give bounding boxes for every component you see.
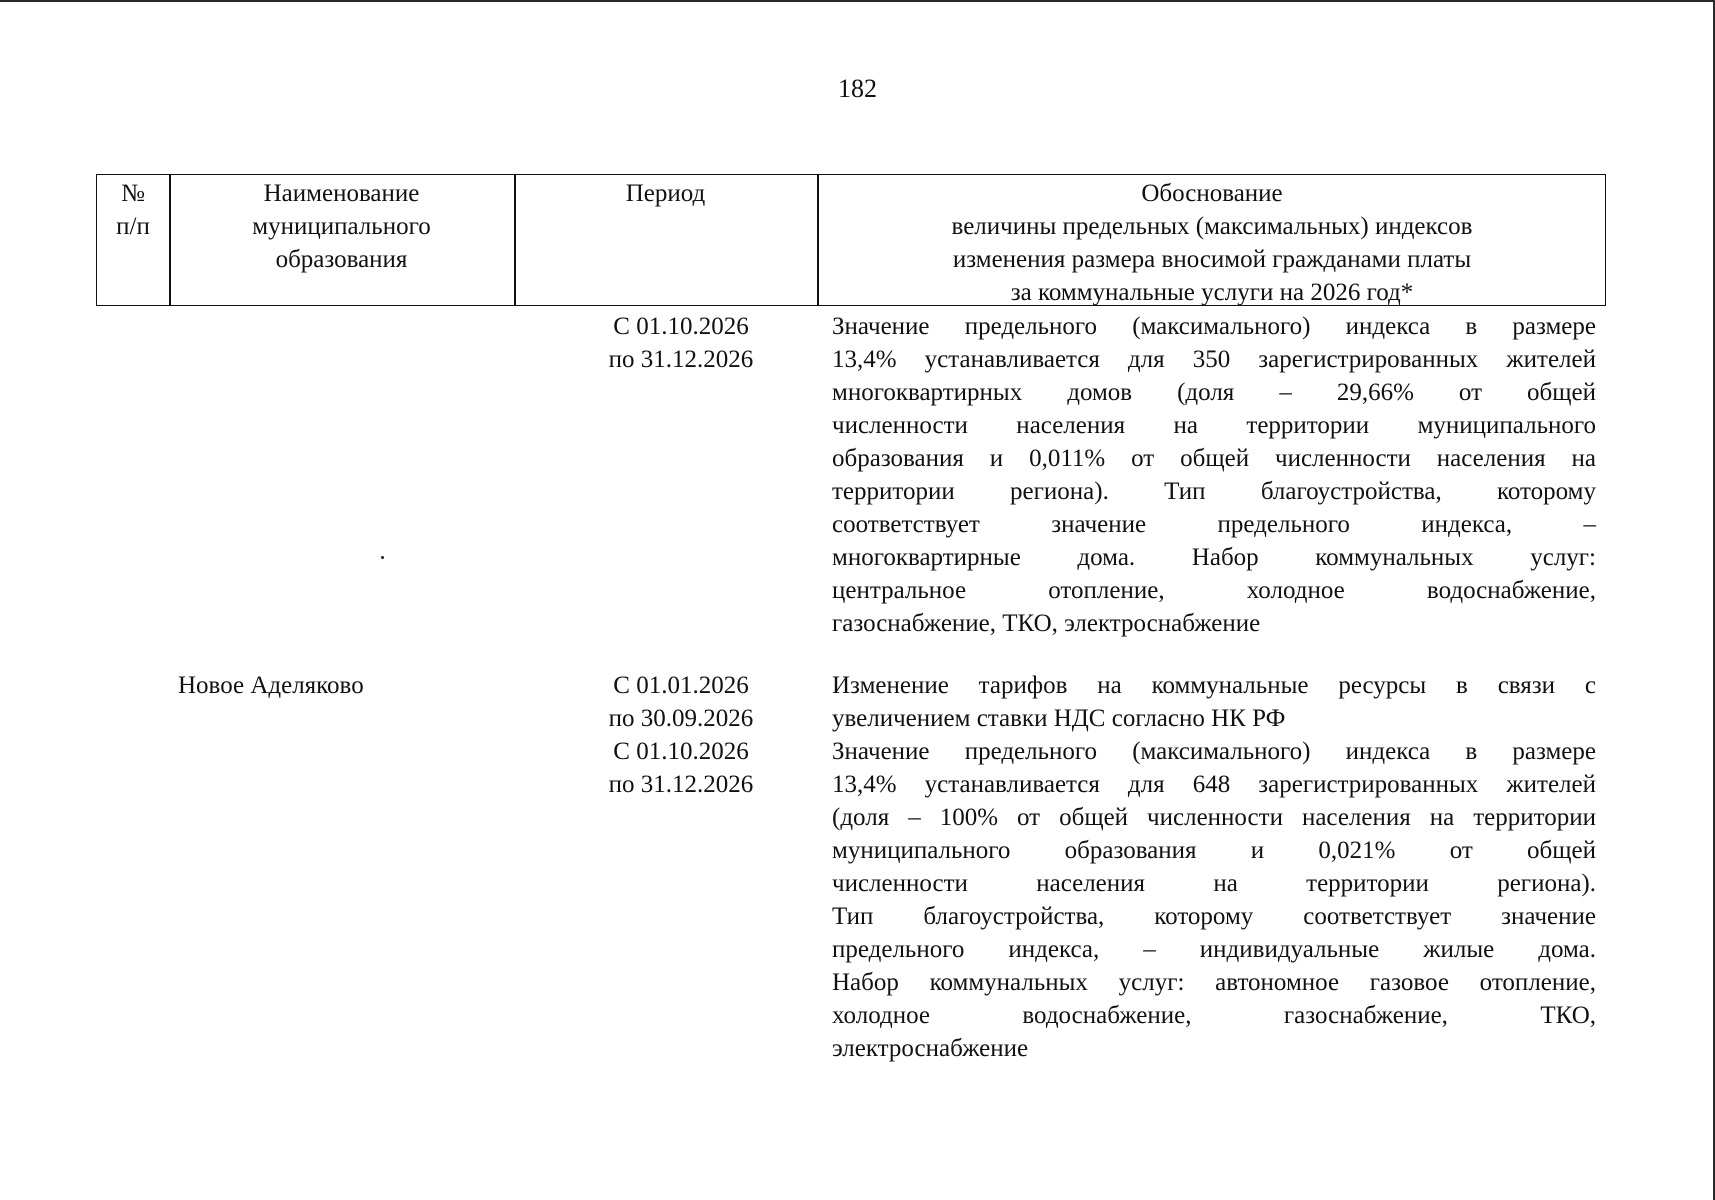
scan-speck [381, 556, 384, 559]
period-line: по 31.12.2026 [608, 346, 754, 373]
basis-line: соответствует значение предельного индекса, – [832, 511, 1596, 538]
header-name-line: Наименование [263, 180, 420, 207]
basis-line: численности населения на территории региона). [832, 870, 1596, 897]
basis-line: 13,4% устанавливается для 648 зарегистрированных жителей [832, 771, 1596, 798]
period-line: по 31.12.2026 [608, 771, 754, 798]
basis-line: Изменение тарифов на коммунальные ресурсы в связи с [832, 672, 1596, 699]
scan-edge-top [0, 0, 1715, 2]
row-1-period [551, 310, 811, 376]
row-2-municipality-name: Новое Аделяково [178, 672, 364, 699]
basis-line: газоснабжение, ТКО, электроснабжение [832, 610, 1261, 637]
basis-line: многоквартирных домов (доля – 29,66% от общей [832, 379, 1596, 406]
header-basis-line: изменения размера вносимой гражданами платы [952, 246, 1472, 273]
basis-line: 13,4% устанавливается для 350 зарегистрированных жителей [832, 346, 1596, 373]
header-cell-basis [817, 175, 1607, 305]
basis-line: Значение предельного (максимального) индекса в размере [832, 313, 1596, 340]
header-basis-line: Обоснование [1141, 180, 1283, 207]
header-number-line: № [121, 180, 145, 207]
header-cell-name [169, 175, 514, 305]
header-name-line: образования [275, 246, 408, 273]
period-line: С 01.01.2026 [613, 672, 749, 699]
header-cell-number [97, 175, 169, 305]
table-header [96, 174, 1606, 306]
header-basis-line: величины предельных (максимальных) индексов [951, 213, 1473, 240]
header-basis-line: за коммунальные услуги на 2026 год* [1010, 279, 1414, 306]
period-line: С 01.10.2026 [613, 738, 749, 765]
basis-line: муниципального образования и 0,021% от общей [832, 837, 1596, 864]
basis-line: численности населения на территории муниципального [832, 412, 1596, 439]
row-2-basis [832, 669, 1596, 1065]
basis-line: территории региона). Тип благоустройства, которому [832, 478, 1596, 505]
basis-line: Тип благоустройства, которому соответствует значение [832, 903, 1596, 930]
basis-line: многоквартирные дома. Набор коммунальных услуг: [832, 544, 1596, 571]
row-1-basis [832, 310, 1596, 640]
header-period-line: Период [625, 180, 706, 207]
basis-line: электроснабжение [832, 1035, 1029, 1062]
basis-line: увеличением ставки НДС согласно НК РФ [832, 705, 1286, 732]
basis-line: Значение предельного (максимального) индекса в размере [832, 738, 1596, 765]
period-line: по 30.09.2026 [608, 705, 754, 732]
basis-line: центральное отопление, холодное водоснабжение, [832, 577, 1596, 604]
basis-line: образования и 0,011% от общей численности населения на [832, 445, 1596, 472]
period-line: С 01.10.2026 [613, 313, 749, 340]
header-cell-period [514, 175, 817, 305]
basis-line: Набор коммунальных услуг: автономное газовое отопление, [832, 969, 1596, 996]
row-2-period [551, 669, 811, 801]
header-number-line: п/п [116, 213, 150, 240]
page-number: 182 [838, 74, 877, 103]
basis-line: холодное водоснабжение, газоснабжение, ТКО, [832, 1002, 1596, 1029]
header-name-line: муниципального [252, 213, 431, 240]
basis-line: (доля – 100% от общей численности населения на территории [832, 804, 1596, 831]
basis-line: предельного индекса, – индивидуальные жилые дома. [832, 936, 1596, 963]
